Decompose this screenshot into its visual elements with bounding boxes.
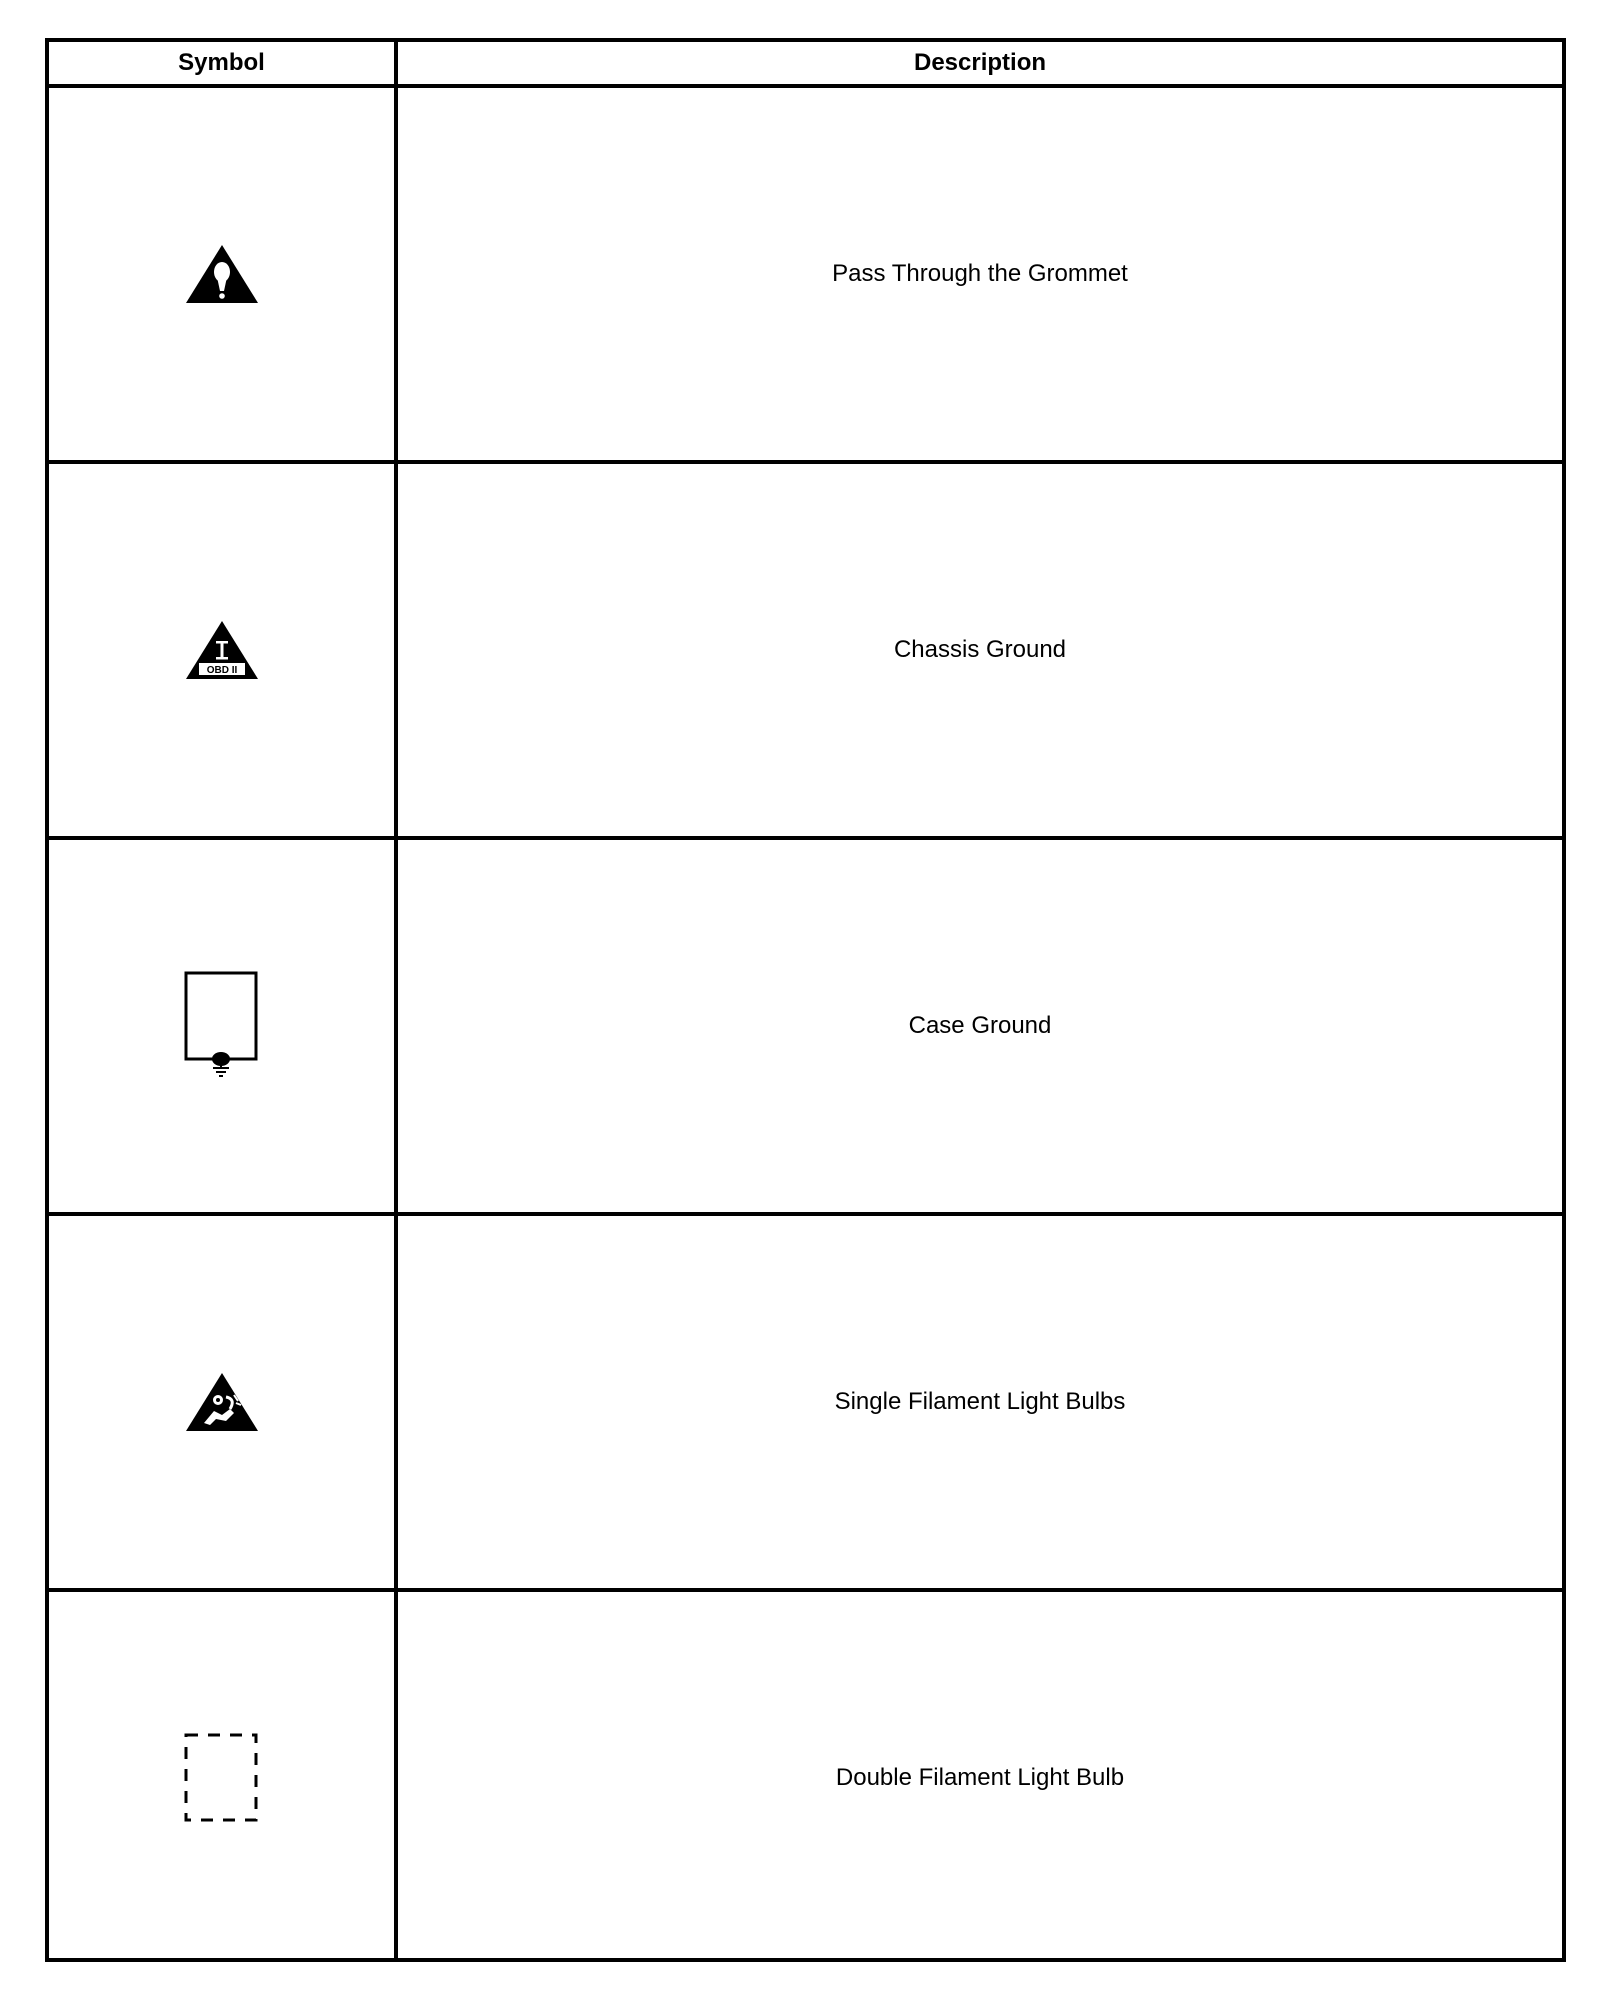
description-cell: Single Filament Light Bulbs	[834, 1388, 1126, 1415]
symbol-cell	[49, 1592, 394, 1964]
table-row	[49, 1216, 1562, 1588]
header-description: Description	[913, 49, 1047, 76]
description-cell: Double Filament Light Bulb	[835, 1764, 1125, 1791]
description-cell: Pass Through the Grommet	[832, 260, 1128, 287]
description-cell: Chassis Ground	[893, 636, 1067, 663]
table-row	[49, 464, 1562, 836]
table-row	[49, 88, 1562, 460]
warning-triangle-keyhole-icon	[186, 245, 258, 303]
table-header	[49, 42, 1562, 88]
symbol-cell	[49, 1216, 394, 1588]
symbol-cell	[49, 88, 394, 460]
obd-ii-triangle-icon	[186, 621, 258, 679]
table-row	[49, 840, 1562, 1212]
header-symbol: Symbol	[178, 49, 265, 76]
airbag-warning-triangle-icon	[186, 1373, 258, 1431]
table-row	[49, 1592, 1562, 1964]
dashed-box-icon	[184, 1733, 260, 1823]
symbol-cell	[49, 464, 394, 836]
symbol-cell	[49, 840, 394, 1212]
symbol-table	[45, 38, 1566, 1962]
description-cell: Case Ground	[908, 1012, 1052, 1039]
obd-ii-label: OBD II	[206, 665, 237, 676]
case-ground-box-icon	[184, 971, 260, 1081]
